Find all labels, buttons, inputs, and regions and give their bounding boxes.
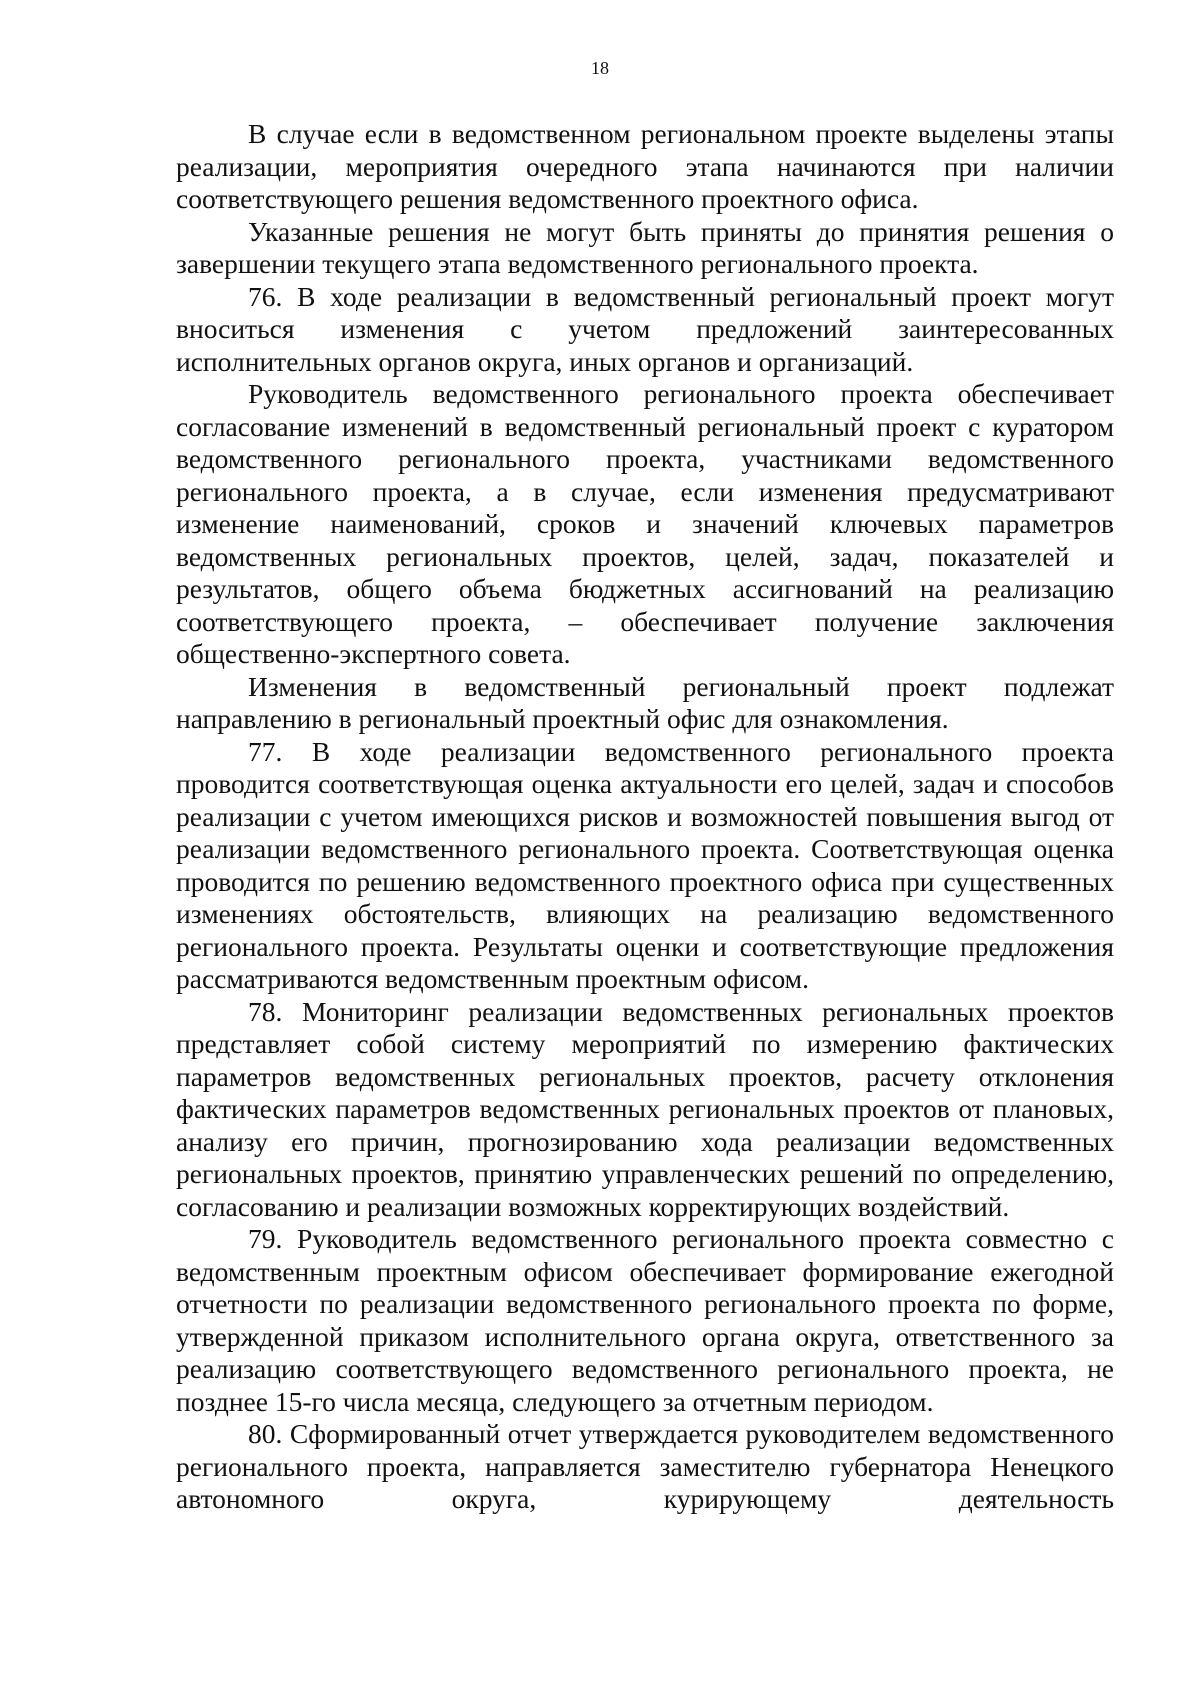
paragraph-changes-sent: Изменения в ведомственный региональный проект подлежат направлению в региональный проектный офис для ознакомления. [176, 670, 1114, 734]
paragraph-78: 78. Мониторинг реализации ведомственных региональных проектов представляет собой систему мероприятий по измерению фактических параметров ведомственных региональных проектов, расчету отклонения фактических параметров ведомственных региональных проектов от плановых, анализу его причин, прогнозированию хода реализации ведомственных региональных проектов, принятию управленческих решений по определению, согласованию и реализации возможных корректирующих воздействий. [176, 995, 1114, 1222]
paragraph-stages: В случае если в ведомственном региональном проекте выделены этапы реализации, мероприятия очередного этапа начинаются при наличии соответствующего решения ведомственного проектного офиса. [176, 118, 1114, 214]
paragraph-manager-approval: Руководитель ведомственного регионального проекта обеспечивает согласование изменений в ведомственный региональный проект с куратором ведомственного регионального проекта, участниками ведомственного регионального проекта, а в случае, если изменения предусматривают изменение наименований, сроков и значений ключевых параметров ведомственных региональных проектов, целей, задач, показателей и результатов, общего объема бюджетных ассигнований на реализацию соответствующего проекта, – обеспечивает получение заключения общественно-экспертного совета. [176, 378, 1114, 669]
page-number: 18 [591, 58, 609, 78]
document-body [176, 118, 1114, 1516]
paragraph-79: 79. Руководитель ведомственного регионального проекта совместно с ведомственным проектным офисом обеспечивает формирование ежегодной отчетности по реализации ведомственного регионального проекта по форме, утвержденной приказом исполнительного органа округа, ответственного за реализацию соответствующего ведомственного регионального проекта, не позднее 15-го числа месяца, следующего за отчетным периодом. [176, 1223, 1114, 1417]
paragraph-decisions: Указанные решения не могут быть приняты до принятия решения о завершении текущего этапа ведомственного регионального проекта. [176, 215, 1114, 279]
paragraph-76: 76. В ходе реализации в ведомственный региональный проект могут вноситься изменения с учетом предложений заинтересованных исполнительных органов округа, иных органов и организаций. [176, 280, 1114, 377]
paragraph-77: 77. В ходе реализации ведомственного регионального проекта проводится соответствующая оценка актуальности его целей, задач и способов реализации с учетом имеющихся рисков и возможностей повышения выгод от реализации ведомственного регионального проекта. Соответствующая оценка проводится по решению ведомственного проектного офиса при существенных изменениях обстоятельств, влияющих на реализацию ведомственного регионального проекта. Результаты оценки и соответствующие предложения рассматриваются ведомственным проектным офисом. [176, 735, 1114, 994]
paragraph-80: 80. Сформированный отчет утверждается руководителем ведомственного регионального проекта, направляется заместителю губернатора Ненецкого автономного округа, курирующему деятельность [176, 1418, 1114, 1514]
